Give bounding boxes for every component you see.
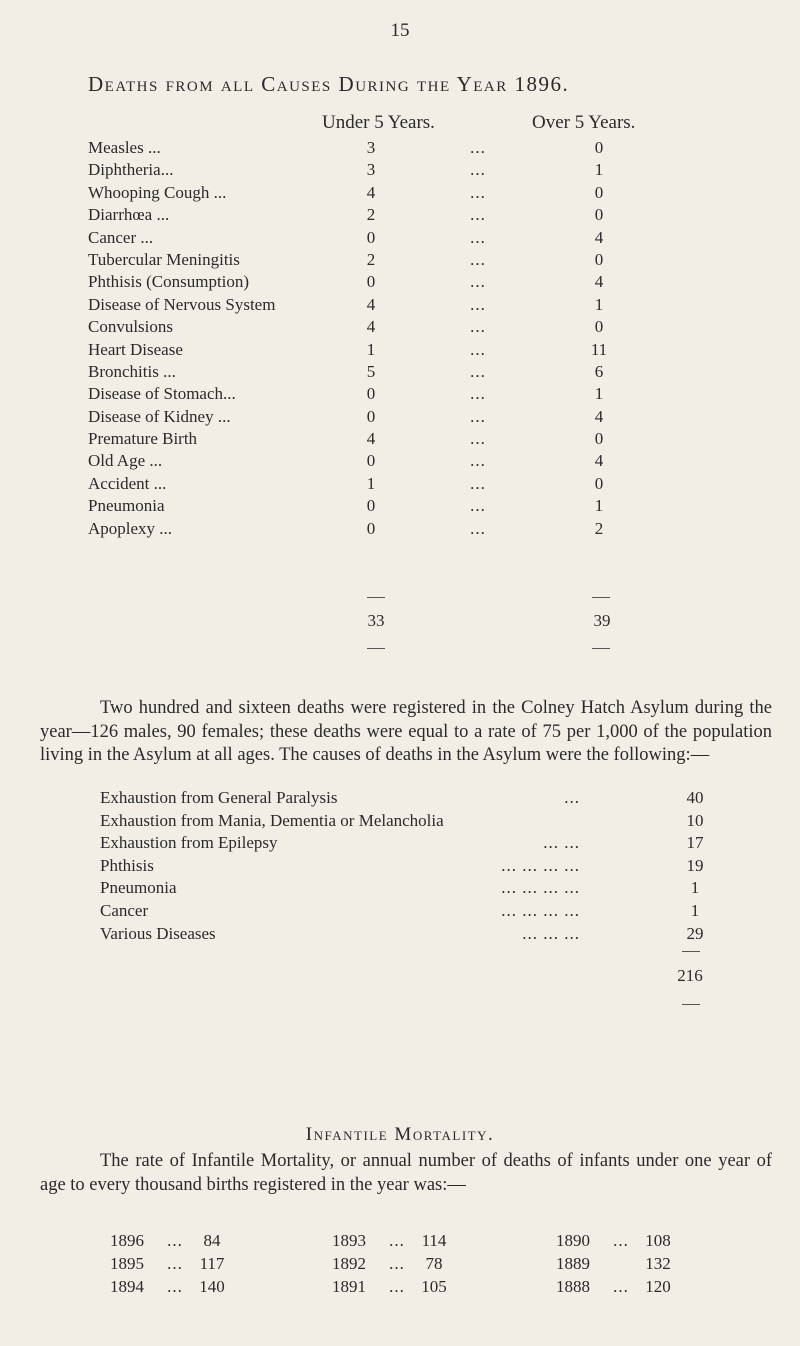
cause-name: Disease of Stomach... bbox=[88, 384, 236, 404]
total-underline-over bbox=[592, 648, 610, 649]
asylum-cause-row bbox=[100, 924, 720, 947]
leader-dots: ... ... bbox=[543, 833, 580, 853]
infantile-cell bbox=[110, 1277, 232, 1297]
cause-row bbox=[88, 340, 688, 362]
leader-dots: ... bbox=[470, 473, 486, 493]
leader-dots: ... bbox=[167, 1231, 183, 1250]
leader-dots: ... bbox=[613, 1231, 629, 1250]
cause-under-5: 4 bbox=[366, 182, 376, 202]
asylum-cause-row bbox=[100, 878, 720, 901]
cause-name: Old Age ... bbox=[88, 451, 163, 471]
total-rule-over bbox=[592, 597, 610, 598]
infantile-cell bbox=[556, 1231, 678, 1251]
asylum-cause-value: 10 bbox=[686, 810, 704, 830]
asylum-cause-row bbox=[100, 811, 720, 834]
leader-dots: ... bbox=[564, 788, 580, 807]
leader-dots: ... bbox=[470, 451, 486, 471]
asylum-causes-table bbox=[100, 788, 720, 946]
cause-row bbox=[88, 138, 688, 160]
asylum-cause-row bbox=[100, 788, 720, 811]
leader-dots: ... bbox=[470, 361, 486, 381]
cause-over-5: 0 bbox=[594, 205, 604, 225]
asylum-cause-name: Exhaustion from Epilepsy bbox=[100, 833, 278, 853]
cause-under-5: 5 bbox=[366, 361, 376, 381]
cause-under-5: 2 bbox=[366, 249, 376, 269]
infantile-rate: 114 bbox=[421, 1231, 447, 1250]
cause-under-5: 1 bbox=[366, 339, 376, 359]
cause-name: Diarrhœa ... bbox=[88, 205, 170, 225]
asylum-cause-value: 1 bbox=[690, 878, 700, 898]
cause-over-5: 0 bbox=[594, 473, 604, 493]
asylum-cause-value: 40 bbox=[686, 788, 704, 807]
cause-row bbox=[88, 205, 688, 227]
leader-dots: ... bbox=[470, 182, 486, 202]
asylum-cause-row bbox=[100, 833, 720, 856]
infantile-rate: 132 bbox=[645, 1254, 671, 1273]
total-under: 33 bbox=[367, 611, 385, 630]
cause-row bbox=[88, 250, 688, 272]
asylum-total: 216 bbox=[677, 966, 703, 985]
infantile-year: 1893 bbox=[332, 1231, 366, 1250]
cause-under-5: 1 bbox=[366, 473, 376, 493]
infantile-cell bbox=[332, 1277, 454, 1297]
cause-name: Pneumonia bbox=[88, 496, 165, 516]
cause-name: Phthisis (Consumption) bbox=[88, 272, 250, 292]
leader-dots: ... bbox=[470, 138, 486, 157]
infantile-year: 1891 bbox=[332, 1277, 366, 1296]
asylum-cause-value: 19 bbox=[686, 855, 704, 875]
asylum-paragraph: Two hundred and sixteen deaths were registered in the Colney Hatch Asylum during the year—126 males, 90 females; these deaths were equal to a rate of 75 per 1,000 of the population living in the Asylum at all ages. The causes of deaths in the Asylum were the following:— bbox=[40, 698, 772, 765]
cause-under-5: 4 bbox=[366, 294, 376, 314]
leader-dots: ... bbox=[470, 227, 486, 247]
leader-dots: ... bbox=[470, 294, 486, 314]
total-over: 39 bbox=[593, 611, 611, 630]
cause-under-5: 4 bbox=[366, 317, 376, 337]
leader-dots: ... bbox=[167, 1254, 183, 1273]
leader-dots: ... ... ... ... bbox=[501, 878, 580, 898]
leader-dots: ... bbox=[470, 205, 486, 225]
infantile-year: 1896 bbox=[110, 1231, 144, 1250]
cause-over-5: 11 bbox=[590, 339, 608, 359]
cause-over-5: 0 bbox=[594, 182, 604, 202]
cause-over-5: 0 bbox=[594, 429, 604, 449]
infantile-cell bbox=[332, 1254, 454, 1274]
infantile-row bbox=[110, 1231, 750, 1254]
cause-row bbox=[88, 429, 688, 451]
infantile-rate: 84 bbox=[203, 1231, 221, 1250]
cause-under-5: 0 bbox=[366, 272, 376, 292]
leader-dots: ... bbox=[470, 339, 486, 359]
asylum-cause-value: 29 bbox=[686, 923, 704, 943]
cause-over-5: 4 bbox=[594, 227, 604, 247]
infantile-rate: 108 bbox=[645, 1231, 671, 1250]
cause-name: Convulsions bbox=[88, 317, 174, 337]
cause-name: Tubercular Meningitis bbox=[88, 249, 240, 269]
infantile-rate: 117 bbox=[199, 1254, 225, 1273]
cause-over-5: 4 bbox=[594, 272, 604, 292]
cause-under-5: 0 bbox=[366, 451, 376, 471]
asylum-cause-name: Cancer bbox=[100, 900, 149, 920]
infantile-rate: 105 bbox=[421, 1277, 447, 1296]
cause-row bbox=[88, 407, 688, 429]
cause-name: Bronchitis ... bbox=[88, 361, 176, 381]
cause-row bbox=[88, 160, 688, 182]
cause-name: Apoplexy ... bbox=[88, 518, 173, 538]
infantile-year: 1889 bbox=[556, 1254, 590, 1273]
infantile-rates-table bbox=[110, 1231, 750, 1300]
infantile-cell bbox=[332, 1231, 454, 1251]
infantile-rate: 78 bbox=[425, 1254, 443, 1273]
cause-row bbox=[88, 362, 688, 384]
cause-row bbox=[88, 474, 688, 496]
column-header-over-5: Over 5 Years. bbox=[532, 112, 636, 133]
cause-row bbox=[88, 451, 688, 473]
infantile-row bbox=[110, 1277, 750, 1300]
cause-row bbox=[88, 228, 688, 250]
cause-over-5: 4 bbox=[594, 406, 604, 426]
leader-dots: ... bbox=[470, 272, 486, 292]
cause-under-5: 0 bbox=[366, 496, 376, 516]
asylum-cause-row bbox=[100, 856, 720, 879]
causes-table bbox=[88, 138, 688, 541]
cause-under-5: 2 bbox=[366, 205, 376, 225]
infantile-paragraph: The rate of Infantile Mortality, or annual number of deaths of infants under one year of age to every thousand births registered in the year was:— bbox=[40, 1151, 772, 1195]
asylum-cause-row bbox=[100, 901, 720, 924]
asylum-total-underline bbox=[682, 1004, 700, 1005]
cause-over-5: 2 bbox=[594, 518, 604, 538]
cause-name: Whooping Cough ... bbox=[88, 182, 227, 202]
cause-name: Disease of Nervous System bbox=[88, 294, 276, 314]
total-rule-under bbox=[367, 597, 385, 598]
infantile-rate: 140 bbox=[199, 1277, 225, 1296]
page-number: 15 bbox=[390, 20, 410, 41]
leader-dots: ... ... ... ... bbox=[501, 855, 580, 875]
cause-under-5: 3 bbox=[366, 160, 376, 180]
cause-name: Premature Birth bbox=[88, 429, 198, 449]
infantile-rate: 120 bbox=[645, 1277, 671, 1296]
asylum-cause-name: Exhaustion from General Paralysis bbox=[100, 788, 338, 807]
cause-over-5: 6 bbox=[594, 361, 604, 381]
leader-dots: ... bbox=[470, 518, 486, 538]
cause-row bbox=[88, 183, 688, 205]
asylum-total-rule bbox=[682, 951, 700, 952]
cause-over-5: 0 bbox=[594, 249, 604, 269]
cause-name: Measles ... bbox=[88, 138, 161, 157]
cause-row bbox=[88, 384, 688, 406]
cause-under-5: 0 bbox=[366, 518, 376, 538]
asylum-cause-value: 1 bbox=[690, 900, 700, 920]
leader-dots: ... bbox=[389, 1277, 405, 1296]
cause-row bbox=[88, 496, 688, 518]
infantile-heading: Infantile Mortality. bbox=[305, 1124, 495, 1145]
cause-over-5: 1 bbox=[594, 384, 604, 404]
cause-under-5: 0 bbox=[366, 406, 376, 426]
asylum-cause-name: Phthisis bbox=[100, 855, 154, 875]
cause-name: Cancer ... bbox=[88, 227, 154, 247]
leader-dots: ... bbox=[470, 160, 486, 180]
cause-over-5: 4 bbox=[594, 451, 604, 471]
infantile-cell bbox=[110, 1231, 232, 1251]
infantile-year: 1890 bbox=[556, 1231, 590, 1250]
cause-row bbox=[88, 519, 688, 541]
leader-dots: ... bbox=[470, 496, 486, 516]
cause-over-5: 1 bbox=[594, 160, 604, 180]
leader-dots: ... bbox=[613, 1277, 629, 1296]
asylum-cause-name: Pneumonia bbox=[100, 878, 177, 898]
column-header-under-5: Under 5 Years. bbox=[322, 112, 435, 133]
cause-over-5: 1 bbox=[594, 496, 604, 516]
cause-under-5: 4 bbox=[366, 429, 376, 449]
leader-dots: ... ... ... bbox=[522, 923, 580, 943]
infantile-cell bbox=[556, 1254, 678, 1274]
infantile-cell bbox=[556, 1277, 678, 1297]
asylum-cause-name: Exhaustion from Mania, Dementia or Melancholia bbox=[100, 810, 444, 830]
cause-name: Disease of Kidney ... bbox=[88, 406, 231, 426]
cause-over-5: 0 bbox=[594, 317, 604, 337]
leader-dots: ... ... ... ... bbox=[501, 900, 580, 920]
cause-row bbox=[88, 272, 688, 294]
total-underline-under bbox=[367, 648, 385, 649]
cause-name: Diphtheria... bbox=[88, 160, 174, 180]
page-title: Deaths from all Causes During the Year 1896. bbox=[88, 72, 570, 96]
infantile-year: 1895 bbox=[110, 1254, 144, 1273]
infantile-year: 1888 bbox=[556, 1277, 590, 1296]
cause-under-5: 0 bbox=[366, 384, 376, 404]
leader-dots: ... bbox=[470, 317, 486, 337]
leader-dots: ... bbox=[470, 249, 486, 269]
asylum-cause-value: 17 bbox=[686, 833, 704, 853]
leader-dots: ... bbox=[389, 1231, 405, 1250]
leader-dots: ... bbox=[389, 1254, 405, 1273]
infantile-year: 1892 bbox=[332, 1254, 366, 1273]
infantile-row bbox=[110, 1254, 750, 1277]
cause-row bbox=[88, 295, 688, 317]
leader-dots: ... bbox=[167, 1277, 183, 1296]
cause-over-5: 0 bbox=[594, 138, 604, 157]
cause-under-5: 3 bbox=[366, 138, 376, 157]
cause-name: Heart Disease bbox=[88, 339, 183, 359]
leader-dots: ... bbox=[470, 406, 486, 426]
asylum-cause-name: Various Diseases bbox=[100, 923, 216, 943]
cause-over-5: 1 bbox=[594, 294, 604, 314]
cause-row bbox=[88, 317, 688, 339]
infantile-year: 1894 bbox=[110, 1277, 144, 1296]
cause-under-5: 0 bbox=[366, 227, 376, 247]
infantile-cell bbox=[110, 1254, 232, 1274]
leader-dots: ... bbox=[470, 384, 486, 404]
cause-name: Accident ... bbox=[88, 473, 167, 493]
leader-dots: ... bbox=[470, 429, 486, 449]
